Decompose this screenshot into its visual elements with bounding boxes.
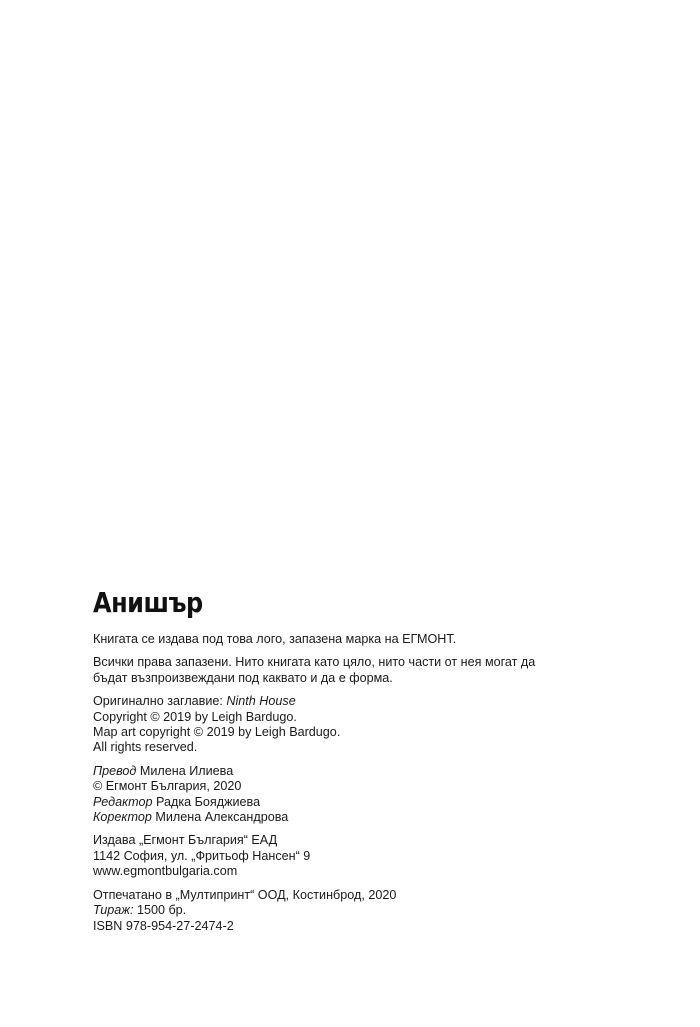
egmont-copyright: © Егмонт България, 2020 bbox=[93, 779, 242, 794]
print-run-label: Тираж: bbox=[93, 903, 134, 918]
map-copyright: Map art copyright © 2019 by Leigh Bardugo. bbox=[93, 725, 341, 740]
publisher-address: 1142 София, ул. „Фритьоф Нансен“ 9 bbox=[93, 848, 311, 863]
translation-label: Превод bbox=[93, 763, 137, 778]
print-run-line bbox=[93, 903, 653, 918]
rights-line-2: бъдат възпроизвеждани под каквато и да е форма. bbox=[93, 670, 393, 685]
publisher-logo bbox=[93, 586, 653, 632]
original-title: Ninth House bbox=[226, 694, 296, 709]
isbn: ISBN 978-954-27-2474-2 bbox=[93, 918, 234, 933]
original-title-block bbox=[93, 694, 653, 756]
rights-statement bbox=[93, 655, 653, 686]
translation-name: Милена Илиева bbox=[139, 763, 234, 778]
brand-note bbox=[93, 632, 653, 647]
printed-by: Отпечатано в „Мултипринт“ ООД, Костинброд, 2020 bbox=[93, 887, 397, 902]
proofreader-name: Милена Александрова bbox=[155, 810, 289, 825]
original-title-label: Оригинално заглавие: bbox=[93, 694, 223, 709]
rights-line-1: Всички права запазени. Нито книгата като цяло, нито части от нея могат да bbox=[93, 655, 536, 670]
credits-block bbox=[93, 764, 653, 826]
proofreader-label: Коректор bbox=[93, 810, 152, 825]
publisher-name: Издава „Егмонт България“ ЕАД bbox=[93, 833, 278, 848]
editor-name: Радка Бояджиева bbox=[156, 794, 261, 809]
editor-label: Редактор bbox=[93, 794, 153, 809]
proofreader-line bbox=[93, 810, 653, 825]
brand-note-text: Книгата се издава под това лого, запазена марка на ЕГМОНТ. bbox=[93, 632, 457, 646]
original-copyright: Copyright © 2019 by Leigh Bardugo. bbox=[93, 709, 297, 724]
publisher-block bbox=[93, 833, 653, 879]
imprint-block bbox=[93, 586, 653, 942]
publisher-website: www.egmontbulgaria.com bbox=[93, 864, 238, 879]
all-rights-reserved: All rights reserved. bbox=[93, 740, 198, 755]
editor-line bbox=[93, 795, 653, 810]
translation-line bbox=[93, 764, 653, 779]
printing-block bbox=[93, 888, 653, 934]
original-title-line bbox=[93, 694, 653, 709]
print-run-value: 1500 бр. bbox=[136, 903, 187, 918]
logo-wordmark: Анишър bbox=[93, 586, 203, 619]
